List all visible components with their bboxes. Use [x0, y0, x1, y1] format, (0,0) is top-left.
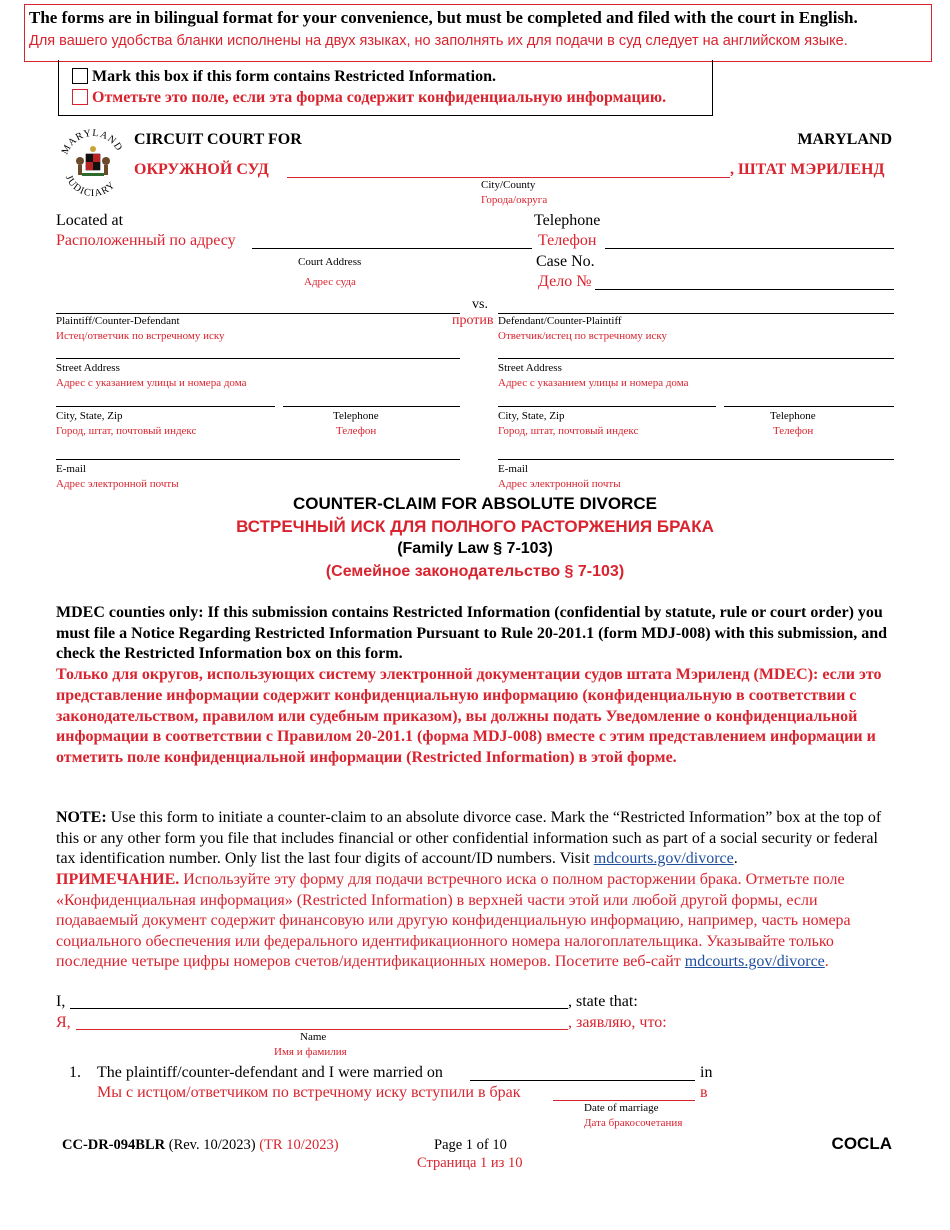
- item1-number: 1.: [69, 1064, 81, 1081]
- defendant-street-line[interactable]: [498, 358, 894, 359]
- restricted-checkbox-en[interactable]: [72, 68, 88, 84]
- item1-in-ru: в: [700, 1084, 708, 1101]
- court-address-label-ru: Адрес суда: [304, 276, 356, 288]
- note-en: NOTE: Use this form to initiate a counter-claim to an absolute divorce case. Mark the “Restricted Information” box at the top of this or any other form you file that includes financial or other confidential information such as part of a social security or federal tax identification number. Only list the last four digits of account/ID numbers. Visit mdcourts.gov/divorce.: [56, 809, 882, 867]
- note-ru: ПРИМЕЧАНИЕ. Используйте эту форму для подачи встречного иска о полном расторжении брака. Отметьте поле «Конфиденциальная информация» (Restricted Information) в верхней части этой или любой другой формы, если подаваемый документ содержит финансовую или другую конфиденциальную информацию, например, часть номера социального обеспечения или федерального идентификационного номера налогоплательщика. Указывайте только последние четыре цифры номеров счетов/идентификационных номеров. Посетите веб-сайт mdcourts.gov/divorce.: [56, 871, 851, 970]
- court-en-right: MARYLAND: [797, 131, 892, 148]
- defendant-telephone-label-ru: Телефон: [773, 425, 814, 437]
- plaintiff-telephone-line[interactable]: [283, 406, 460, 407]
- defendant-city-label: City, State, Zip: [498, 410, 565, 422]
- defendant-name-line[interactable]: [498, 313, 894, 314]
- plaintiff-street-line[interactable]: [56, 358, 460, 359]
- court-telephone-line[interactable]: [605, 248, 894, 249]
- marriage-date-line[interactable]: [470, 1080, 695, 1081]
- form-translation-rev: (TR 10/2023): [259, 1137, 339, 1153]
- form-revision: (Rev. 10/2023): [168, 1137, 256, 1153]
- name-line-ru: [76, 1029, 568, 1030]
- item1-text-ru: Мы с истцом/ответчиком по встречному иску вступили в брак: [97, 1084, 521, 1101]
- located-at-label: Located at: [56, 212, 124, 229]
- plaintiff-telephone-label: Telephone: [333, 410, 379, 422]
- defendant-email-line[interactable]: [498, 459, 894, 460]
- vs-label: vs.: [472, 297, 488, 312]
- form-id: CC-DR-094BLR: [62, 1137, 166, 1153]
- name-line[interactable]: [70, 1008, 568, 1009]
- plaintiff-email-label-ru: Адрес электронной почты: [56, 478, 179, 490]
- restricted-checkbox-ru[interactable]: [72, 89, 88, 105]
- court-telephone-label: Telephone: [534, 212, 601, 229]
- case-no-label: Case No.: [536, 253, 595, 270]
- court-address-label: Court Address: [298, 256, 362, 268]
- name-label-ru: Имя и фамилия: [274, 1046, 347, 1058]
- defendant-email-label-ru: Адрес электронной почты: [498, 478, 621, 490]
- defendant-telephone-label: Telephone: [770, 410, 816, 422]
- page-number-ru: Страница 1 из 10: [417, 1155, 523, 1171]
- defendant-street-label: Street Address: [498, 362, 562, 374]
- state-that-label: , state that:: [568, 993, 638, 1010]
- court-telephone-label-ru: Телефон: [538, 232, 597, 249]
- state-that-label-ru: , заявляю, что:: [568, 1014, 667, 1031]
- plaintiff-city-label-ru: Город, штат, почтовый индекс: [56, 425, 197, 437]
- form-title-ru: ВСТРЕЧНЫЙ ИСК ДЛЯ ПОЛНОГО РАСТОРЖЕНИЯ БРАКА: [236, 517, 714, 536]
- divorce-link[interactable]: mdcourts.gov/divorce: [593, 850, 734, 867]
- marriage-date-label: Date of marriage: [584, 1102, 659, 1114]
- plaintiff-label-ru: Истец/ответчик по встречному иску: [56, 330, 225, 342]
- restricted-label-en: Mark this box if this form contains Restricted Information.: [92, 68, 496, 85]
- item1-in: in: [700, 1064, 713, 1081]
- vs-label-ru: против: [452, 313, 494, 328]
- note-label: NOTE:: [56, 809, 107, 826]
- note-text-ru: Используйте эту форму для подачи встречного иска о полном расторжении брака. Отметьте поле «Конфиденциальная информация» (Restricted Information) в верхней части этой или любой другой формы, если подаваемый документ содержит финансовую или другую конфиденциальную информацию, например, часть номера социального обеспечения или федерального идентификационного номера налогоплательщика. Указывайте только последние четыре цифры номеров счетов/идентификационных номеров. Посетите веб-сайт: [56, 871, 851, 970]
- court-ru-right: , ШТАТ МЭРИЛЕНД: [730, 161, 885, 178]
- defendant-label: Defendant/Counter-Plaintiff: [498, 315, 622, 327]
- defendant-street-label-ru: Адрес с указанием улицы и номера дома: [498, 377, 689, 389]
- defendant-city-label-ru: Город, штат, почтовый индекс: [498, 425, 639, 437]
- plaintiff-name-line[interactable]: [56, 313, 460, 314]
- svg-text:JUDICIARY: [63, 174, 118, 200]
- i-label-ru: Я,: [56, 1014, 71, 1031]
- plaintiff-city-label: City, State, Zip: [56, 410, 123, 422]
- case-no-line[interactable]: [595, 289, 894, 290]
- plaintiff-street-label: Street Address: [56, 362, 120, 374]
- defendant-label-ru: Ответчик/истец по встречному иску: [498, 330, 668, 342]
- seal-bottom-text: JUDICIARY: [62, 173, 118, 200]
- plaintiff-email-line[interactable]: [56, 459, 460, 460]
- plaintiff-city-line[interactable]: [56, 406, 275, 407]
- seal-top-text: MARYLAND: [59, 127, 125, 157]
- note-text: Use this form to initiate a counter-claim to an absolute divorce case. Mark the “Restricted Information” box at the top of this or any other form you file that includes financial or other confidential information such as part of a social security or federal tax identification number. Only list the last four digits of account/ID numbers. Visit: [56, 809, 882, 867]
- note-label-ru: ПРИМЕЧАНИЕ.: [56, 871, 180, 888]
- court-address-line[interactable]: [252, 248, 532, 249]
- defendant-email-label: E-mail: [498, 463, 528, 475]
- case-no-label-ru: Дело №: [538, 273, 592, 290]
- item1-text: The plaintiff/counter-defendant and I were married on: [97, 1064, 443, 1081]
- form-title: COUNTER-CLAIM FOR ABSOLUTE DIVORCE: [293, 494, 657, 513]
- banner-en: The forms are in bilingual format for your convenience, but must be completed and filed with the court in English.: [29, 8, 858, 27]
- i-label: I,: [56, 993, 66, 1010]
- form-law-ru: (Семейное законодательство § 7-103): [325, 563, 625, 580]
- defendant-telephone-line[interactable]: [724, 406, 894, 407]
- court-city-line[interactable]: [287, 177, 730, 178]
- mdec-notice: MDEC counties only: If this submission contains Restricted Information (confidential by statute, rule or court order) you must file a Notice Regarding Restricted Information Pursuant to Rule 20-201.1 (form MDJ-008) with this submission, and check the Restricted Information box on this form.: [56, 604, 888, 662]
- plaintiff-label: Plaintiff/Counter-Defendant: [56, 315, 180, 327]
- court-ru-left: ОКРУЖНОЙ СУД: [134, 161, 269, 178]
- bilingual-banner: [24, 4, 932, 62]
- mdec-notice-ru: Только для округов, использующих систему электронной документации судов штата Мэриленд (MDEC): если это представление информации содержит конфиденциальную информацию (конфиденциальную в соответствии с законодательством, правилом или судебным приказом), вы должны подать Уведомление о конфиденциальной информации в соответствии с Правилом 20-201.1 (форма MDJ-008) вместе с этим представлением информации и отметить поле конфиденциальной информации (Restricted Information) в этой форме.: [56, 666, 882, 767]
- city-county-label-ru: Города/округа: [481, 194, 548, 206]
- page-number: Page 1 of 10: [434, 1137, 507, 1153]
- marriage-date-label-ru: Дата бракосочетания: [584, 1117, 683, 1129]
- city-county-label: City/County: [481, 179, 536, 191]
- svg-text:MARYLAND: [60, 128, 125, 156]
- maryland-judiciary-seal: [58, 127, 128, 202]
- footer-form-id: [62, 1137, 339, 1154]
- form-code: COCLA: [831, 1134, 892, 1153]
- restricted-label-ru: Отметьте это поле, если эта форма содержит конфиденциальную информацию.: [92, 89, 667, 106]
- plaintiff-street-label-ru: Адрес с указанием улицы и номера дома: [56, 377, 247, 389]
- marriage-date-line-ru: [553, 1100, 695, 1101]
- name-label: Name: [300, 1031, 327, 1043]
- defendant-city-line[interactable]: [498, 406, 716, 407]
- form-law: (Family Law § 7-103): [397, 540, 553, 557]
- divorce-link-ru[interactable]: mdcourts.gov/divorce: [684, 953, 825, 970]
- plaintiff-telephone-label-ru: Телефон: [336, 425, 377, 437]
- plaintiff-email-label: E-mail: [56, 463, 86, 475]
- restricted-info-box: [58, 60, 713, 116]
- banner-ru: Для вашего удобства бланки исполнены на двух языках, но заполнять их для подачи в суд следует на английском языке.: [29, 33, 848, 49]
- court-en-left: CIRCUIT COURT FOR: [134, 131, 302, 148]
- located-at-label-ru: Расположенный по адресу: [56, 232, 236, 249]
